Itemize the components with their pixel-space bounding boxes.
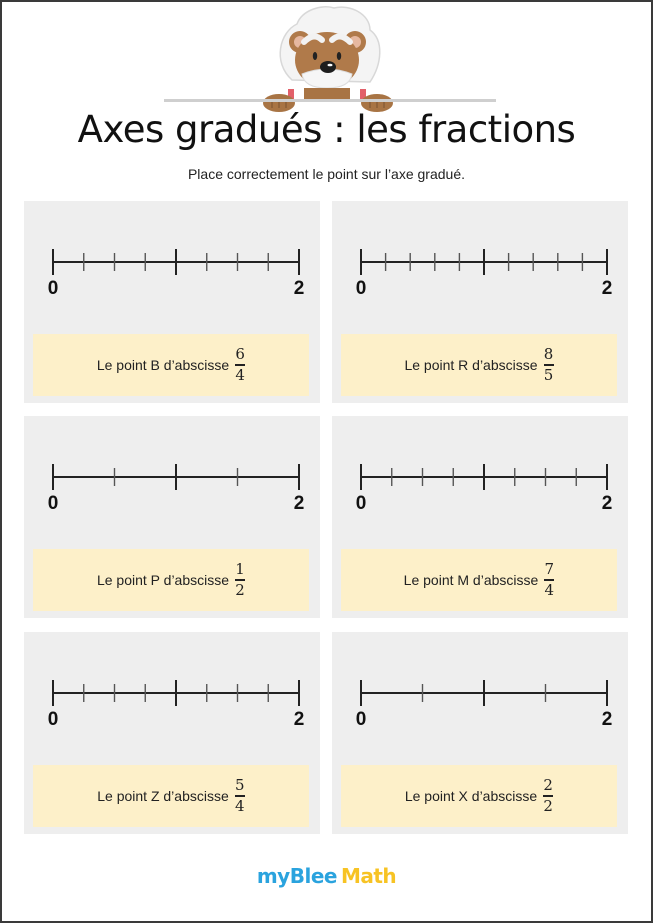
svg-text:0: 0: [355, 493, 367, 514]
brand-logo: [2, 864, 651, 888]
prompt-text: Le point M d’abscisse: [403, 572, 539, 588]
denominator: 4: [234, 797, 245, 815]
svg-text:0: 0: [47, 493, 59, 514]
svg-text:2: 2: [293, 493, 305, 514]
numerator: 7: [544, 560, 555, 578]
fraction: [544, 346, 554, 384]
numerator: 6: [235, 345, 245, 363]
svg-text:0: 0: [47, 709, 59, 730]
denominator: 5: [543, 366, 554, 384]
number-line[interactable]: [332, 632, 628, 742]
numerator: 2: [543, 776, 553, 794]
exercise-panel: [332, 201, 628, 403]
svg-text:0: 0: [355, 278, 367, 299]
svg-text:2: 2: [601, 709, 613, 730]
exercise-prompt: [341, 334, 617, 396]
instructions: Place correctement le point sur l’axe gradué.: [187, 166, 466, 182]
prompt-text: Le point Z d’abscisse: [97, 788, 229, 804]
exercise-panel: [24, 201, 320, 403]
number-line[interactable]: [24, 201, 320, 311]
number-line[interactable]: [332, 201, 628, 311]
bear-mascot-icon: [252, 2, 402, 114]
exercise-prompt: [341, 549, 617, 611]
denominator: 4: [235, 366, 245, 384]
prompt-text: Le point B d’abscisse: [96, 357, 230, 373]
denominator: 2: [543, 797, 553, 815]
number-line[interactable]: [332, 416, 628, 526]
logo-myblee: myBlee: [256, 864, 337, 888]
svg-text:0: 0: [355, 709, 367, 730]
number-line[interactable]: [24, 632, 320, 742]
fraction: [235, 561, 245, 599]
exercise-panel: [24, 416, 320, 618]
fraction: [235, 346, 245, 384]
prompt-text: Le point P d’abscisse: [96, 572, 230, 588]
prompt-text: Le point X d’abscisse: [404, 788, 538, 804]
number-line[interactable]: [24, 416, 320, 526]
svg-text:0: 0: [47, 278, 59, 299]
svg-text:2: 2: [293, 709, 305, 730]
numerator: 1: [235, 560, 245, 578]
exercise-panel: [332, 416, 628, 618]
exercise-prompt: [33, 549, 309, 611]
denominator: 4: [544, 581, 555, 599]
numerator: 5: [234, 776, 245, 794]
fraction: [543, 777, 553, 815]
logo-math: Math: [340, 864, 397, 888]
exercise-panel: [24, 632, 320, 834]
exercise-prompt: [33, 334, 309, 396]
prompt-text: Le point R d’abscisse: [404, 357, 538, 373]
svg-text:2: 2: [601, 493, 613, 514]
exercise-panel: [332, 632, 628, 834]
page-title: Axes gradués : les fractions: [77, 108, 576, 151]
exercise-prompt: [33, 765, 309, 827]
denominator: 2: [235, 581, 245, 599]
numerator: 8: [543, 345, 554, 363]
svg-text:2: 2: [293, 278, 305, 299]
fraction: [544, 561, 554, 599]
exercise-prompt: [341, 765, 617, 827]
header-divider: [164, 99, 496, 102]
fraction: [235, 777, 245, 815]
svg-text:2: 2: [601, 278, 613, 299]
